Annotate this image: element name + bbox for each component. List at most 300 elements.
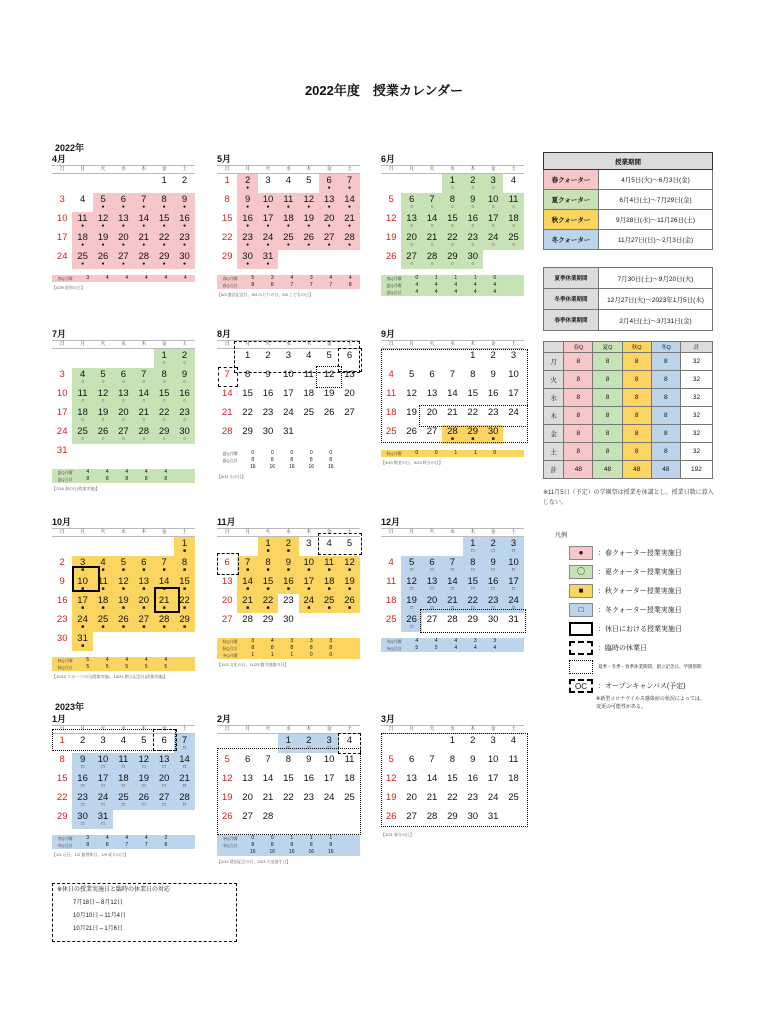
class-day-mark-icon: ○	[162, 360, 166, 366]
month-summary	[52, 835, 195, 849]
day-cell	[258, 810, 278, 829]
day-number: 19	[385, 792, 397, 803]
day-cell	[503, 575, 523, 594]
day-number: 19	[385, 232, 397, 243]
summary-value: 8	[164, 842, 168, 848]
class-day-mark-icon: ○	[142, 436, 146, 442]
day-number: 14	[262, 773, 274, 784]
day-cell	[442, 406, 462, 425]
day-number: 21	[242, 595, 253, 606]
day-cell	[422, 810, 442, 829]
day-number: 11	[283, 194, 294, 205]
summary-value: 4	[473, 289, 477, 295]
day-number: 12	[303, 194, 315, 205]
weekday-header: 金	[319, 340, 339, 349]
class-day-mark-icon: ■	[81, 567, 85, 573]
class-day-mark-icon: ■	[327, 586, 331, 592]
day-number: 22	[467, 407, 479, 418]
day-number: 27	[118, 426, 129, 437]
weekday-header: 木	[134, 340, 154, 349]
day-number: 4	[79, 194, 86, 205]
weekday-header: 土	[339, 528, 359, 537]
day-number: 13	[221, 576, 233, 587]
day-number: 10	[487, 754, 499, 765]
day-number: 10	[56, 213, 68, 224]
empty-cell	[134, 349, 154, 368]
day-cell	[319, 387, 339, 406]
day-number: 30	[262, 426, 274, 437]
summary-row	[52, 469, 195, 476]
day-cell	[217, 231, 237, 250]
class-day-mark-icon: ○	[430, 204, 434, 210]
day-cell	[442, 734, 462, 753]
day-cell	[422, 212, 442, 231]
day-cell	[174, 425, 194, 444]
month-august	[217, 328, 360, 480]
summary-value: 4	[164, 275, 168, 281]
day-number: 10	[262, 194, 274, 205]
month-october	[52, 516, 195, 680]
class-day-mark-icon: ●	[327, 242, 331, 248]
day-cell	[113, 556, 133, 575]
day-number: 17	[508, 388, 519, 399]
day-cell	[319, 734, 339, 753]
month-holiday-note: 【11/3 文化の日、11/23 勤労感謝の日】	[217, 662, 289, 667]
weekday-header: 土	[503, 340, 523, 349]
day-cell	[113, 212, 133, 231]
day-number: 17	[487, 213, 499, 224]
day-number: 14	[447, 388, 458, 399]
legend-swatch-icon	[569, 641, 593, 655]
summary-value: 4	[125, 835, 129, 841]
weekday-table-cell: 48	[651, 461, 680, 479]
day-cell	[113, 250, 133, 269]
day-number: 31	[77, 633, 88, 644]
day-number: 25	[283, 232, 294, 243]
day-cell	[503, 791, 523, 810]
period-name: 春クォーター	[544, 170, 599, 190]
day-cell	[154, 387, 174, 406]
day-number: 22	[221, 232, 233, 243]
summary-value: 4	[144, 275, 148, 281]
class-day-mark-icon: □	[81, 821, 85, 827]
day-cell	[483, 613, 503, 632]
weekday-table-cell: 8	[564, 443, 593, 461]
day-cell	[299, 734, 319, 753]
summary-value: 0	[415, 450, 419, 456]
summary-value	[341, 645, 361, 652]
summary-value: 秋Q月曜	[386, 451, 402, 456]
day-number: 12	[323, 369, 335, 380]
summary-value: 4	[105, 835, 109, 841]
class-day-mark-icon: □	[430, 586, 434, 592]
class-day-mark-icon: ○	[101, 417, 105, 423]
empty-cell	[381, 734, 401, 753]
day-cell	[258, 425, 278, 444]
day-cell	[258, 368, 278, 387]
day-cell	[278, 734, 298, 753]
class-day-mark-icon: □	[183, 783, 187, 789]
day-number: 22	[447, 792, 458, 803]
day-cell	[278, 174, 298, 193]
summary-value: 0	[270, 450, 274, 456]
day-cell	[52, 772, 72, 791]
day-number: 22	[179, 595, 190, 606]
summary-value: 冬Q月曜	[386, 639, 402, 644]
day-number: 14	[447, 576, 458, 587]
month-label: 6月	[381, 154, 396, 164]
day-number: 18	[344, 773, 355, 784]
day-cell	[339, 387, 359, 406]
day-cell	[113, 193, 133, 212]
summary-value: 8	[105, 842, 109, 848]
month-holiday-note: 【7/18 海の日(授業実施)】	[52, 486, 100, 491]
day-cell	[463, 425, 483, 444]
weekday-table-cell: 8	[622, 425, 651, 443]
day-number: 3	[100, 735, 106, 746]
day-number: 21	[426, 792, 438, 803]
weekday-header: 火	[93, 528, 113, 537]
class-day-mark-icon: ●	[307, 223, 311, 229]
class-day-mark-icon: ○	[512, 204, 516, 210]
day-number: 16	[56, 595, 68, 606]
weekday-table-cell: 32	[680, 425, 712, 443]
month-holiday-note: 【9/19 敬老の日、9/23 秋分の日】	[381, 460, 443, 465]
day-cell	[278, 575, 298, 594]
day-number: 26	[385, 811, 397, 822]
day-cell	[442, 810, 462, 829]
day-number: 29	[242, 426, 253, 437]
day-number: 2	[181, 350, 188, 361]
day-cell	[237, 753, 257, 772]
empty-cell	[401, 734, 421, 753]
day-number: 10	[77, 576, 88, 587]
weekday-table-cell: 8	[593, 371, 622, 389]
day-cell	[401, 231, 421, 250]
summary-value	[176, 835, 196, 842]
day-cell	[258, 537, 278, 556]
summary-row	[52, 657, 195, 664]
day-number: 23	[262, 407, 274, 418]
legend-text: ：休日における授業実施日	[598, 625, 682, 633]
day-number: 2	[490, 350, 496, 361]
day-cell	[503, 174, 523, 193]
day-cell	[113, 753, 133, 772]
day-number: 10	[97, 754, 109, 765]
summary-value: 1	[454, 275, 458, 281]
day-number: 9	[59, 576, 65, 587]
weekday-header: 金	[483, 528, 503, 537]
summary-row	[217, 275, 360, 282]
day-number: 21	[221, 407, 233, 418]
weekday-header: 木	[463, 528, 483, 537]
vacation-value: 7月30日(土)～9月20日(火)	[599, 268, 713, 289]
summary-value: 冬Q合計	[57, 843, 73, 848]
summary-value: 3	[270, 275, 274, 281]
day-cell	[483, 772, 503, 791]
day-cell	[278, 613, 298, 632]
class-day-mark-icon: ●	[183, 242, 187, 248]
weekday-header: 木	[299, 725, 319, 734]
day-cell	[52, 444, 72, 463]
weekday-table-cell: 8	[622, 371, 651, 389]
class-day-mark-icon: ○	[410, 261, 414, 267]
day-cell	[381, 250, 401, 269]
day-cell	[503, 537, 523, 556]
day-number: 3	[59, 369, 65, 380]
legend-swatch-icon: ■	[569, 584, 593, 598]
weekday-header: 木	[299, 340, 319, 349]
day-cell	[422, 387, 442, 406]
day-cell	[72, 556, 92, 575]
day-number: 9	[490, 557, 496, 568]
empty-cell	[93, 537, 113, 556]
empty-cell	[401, 349, 421, 368]
day-cell	[52, 594, 72, 613]
weekday-header: 日	[217, 340, 237, 349]
day-number: 24	[56, 251, 68, 262]
day-cell	[237, 791, 257, 810]
summary-value	[176, 476, 196, 483]
month-grid	[52, 725, 195, 829]
summary-value: 4	[493, 289, 497, 295]
day-number: 1	[470, 538, 476, 549]
weekday-header: 土	[339, 165, 359, 174]
class-day-mark-icon: □	[101, 783, 105, 789]
class-day-mark-icon: ○	[162, 398, 166, 404]
day-number: 31	[262, 251, 274, 262]
day-number: 24	[97, 792, 109, 803]
summary-value: 8	[290, 842, 294, 848]
day-number: 23	[56, 614, 68, 625]
summary-value: 4	[125, 469, 129, 475]
empty-cell	[217, 734, 237, 753]
day-cell	[401, 594, 421, 613]
day-cell	[339, 368, 359, 387]
summary-value	[505, 289, 525, 296]
day-cell	[134, 387, 154, 406]
day-cell	[401, 772, 421, 791]
day-number: 9	[306, 754, 312, 765]
day-number: 19	[97, 232, 109, 243]
day-number: 11	[386, 388, 397, 399]
period-value: 11月27日(日)～2月3日(金)	[599, 230, 713, 250]
day-number: 20	[344, 388, 355, 399]
day-number: 6	[429, 557, 435, 568]
day-cell	[258, 387, 278, 406]
class-day-mark-icon: □	[491, 567, 495, 573]
day-cell	[401, 791, 421, 810]
day-cell	[463, 556, 483, 575]
class-day-mark-icon: ●	[162, 223, 166, 229]
weekday-header: 水	[113, 340, 133, 349]
summary-value	[505, 638, 525, 645]
day-cell	[483, 212, 503, 231]
day-cell	[463, 349, 483, 368]
summary-row	[381, 638, 524, 645]
empty-cell	[72, 537, 92, 556]
day-cell	[319, 594, 339, 613]
legend-text: ：春クォーター授業実施日	[598, 549, 682, 557]
day-cell	[258, 212, 278, 231]
day-cell	[93, 212, 113, 231]
day-cell	[503, 368, 523, 387]
day-cell	[422, 368, 442, 387]
day-number: 4	[306, 350, 312, 361]
class-day-mark-icon: ■	[81, 643, 85, 649]
weekday-header: 月	[401, 725, 421, 734]
day-number: 30	[467, 811, 479, 822]
day-number: 8	[59, 754, 65, 765]
day-cell	[422, 753, 442, 772]
day-cell	[52, 250, 72, 269]
day-number: 14	[138, 213, 150, 224]
day-cell	[258, 406, 278, 425]
day-cell	[278, 406, 298, 425]
day-cell	[217, 594, 237, 613]
day-number: 14	[138, 388, 150, 399]
empty-cell	[154, 537, 174, 556]
day-number: 7	[265, 754, 271, 765]
legend-swatch-icon: □	[569, 603, 593, 617]
legend-swatch-icon: ●	[569, 546, 593, 560]
weekday-header: 水	[442, 528, 462, 537]
class-day-mark-icon: ○	[121, 436, 125, 442]
day-cell	[237, 349, 257, 368]
class-day-mark-icon: □	[81, 802, 85, 808]
class-day-mark-icon: ●	[183, 204, 187, 210]
day-number: 16	[487, 388, 499, 399]
day-number: 12	[221, 773, 233, 784]
legend-swatch-icon: 〇	[569, 565, 593, 579]
summary-value: 3	[86, 835, 90, 841]
day-cell	[93, 231, 113, 250]
day-cell	[258, 349, 278, 368]
day-number: 20	[406, 232, 417, 243]
month-summary	[52, 469, 195, 483]
summary-value: 3	[86, 275, 90, 281]
day-cell	[52, 810, 72, 829]
class-day-mark-icon: □	[491, 548, 495, 554]
day-cell	[503, 594, 523, 613]
day-cell	[278, 387, 298, 406]
class-day-mark-icon: ○	[471, 242, 475, 248]
day-cell	[72, 212, 92, 231]
weekday-header: 水	[442, 165, 462, 174]
day-number: 19	[97, 407, 109, 418]
day-number: 5	[141, 735, 147, 746]
day-cell	[154, 594, 174, 613]
month-summary	[381, 450, 524, 457]
summary-value: 7	[290, 282, 294, 288]
empty-cell	[237, 537, 257, 556]
empty-cell	[134, 537, 154, 556]
summary-value: 1	[473, 275, 477, 281]
summary-value: 5	[164, 664, 168, 670]
day-cell	[52, 368, 72, 387]
day-cell	[483, 349, 503, 368]
day-cell	[442, 556, 462, 575]
summary-value: 5	[144, 664, 148, 670]
class-day-mark-icon: ●	[142, 261, 146, 267]
day-cell	[72, 193, 92, 212]
summary-row	[217, 450, 360, 457]
day-number: 20	[426, 407, 438, 418]
class-day-mark-icon: ●	[121, 223, 125, 229]
day-number: 28	[447, 426, 458, 437]
summary-row	[217, 842, 360, 849]
class-day-mark-icon: □	[183, 764, 187, 770]
class-day-mark-icon: ●	[101, 261, 105, 267]
class-day-mark-icon: ●	[266, 223, 270, 229]
summary-row	[217, 457, 360, 464]
day-cell	[442, 174, 462, 193]
day-cell	[503, 349, 523, 368]
weekday-header: 金	[154, 165, 174, 174]
weekday-header: 水	[113, 165, 133, 174]
month-may	[217, 153, 360, 298]
legend-item	[555, 543, 755, 562]
day-number: 2	[285, 538, 292, 549]
class-day-mark-icon: □	[450, 586, 454, 592]
day-cell	[52, 613, 72, 632]
day-number: 25	[385, 426, 397, 437]
summary-value: 8	[86, 842, 90, 848]
day-number: 6	[120, 194, 127, 205]
day-number: 8	[224, 194, 230, 205]
day-number: 16	[467, 773, 479, 784]
day-number: 14	[179, 754, 190, 765]
day-number: 2	[181, 175, 188, 186]
vacation-name: 冬季休業期間	[544, 289, 599, 310]
weekday-header: 土	[503, 528, 523, 537]
class-day-mark-icon: ■	[266, 605, 270, 611]
day-number: 9	[181, 194, 188, 205]
day-number: 8	[161, 194, 167, 205]
weekday-count-table	[543, 341, 713, 479]
weekday-header: 水	[442, 340, 462, 349]
day-number: 4	[100, 557, 106, 568]
weekday-header: 月	[72, 725, 92, 734]
day-number: 29	[221, 251, 233, 262]
summary-value: 冬Q合計	[386, 646, 402, 651]
day-number: 2	[470, 175, 476, 186]
class-day-mark-icon: ○	[450, 204, 454, 210]
day-number: 23	[242, 232, 253, 243]
day-cell	[483, 575, 503, 594]
day-number: 7	[429, 194, 435, 205]
summary-value	[341, 450, 361, 457]
day-cell	[174, 791, 194, 810]
summary-row	[217, 652, 360, 659]
class-day-mark-icon: ■	[491, 436, 495, 442]
class-day-mark-icon: ■	[162, 605, 166, 611]
day-cell	[52, 387, 72, 406]
day-number: 28	[179, 792, 190, 803]
day-number: 8	[285, 754, 292, 765]
day-number: 10	[323, 754, 335, 765]
day-cell	[278, 349, 298, 368]
weekday-header: 土	[503, 725, 523, 734]
day-cell	[154, 556, 174, 575]
summary-value: 3	[473, 638, 477, 644]
day-number: 1	[161, 350, 167, 361]
weekday-table-cell: 32	[680, 443, 712, 461]
summary-value: 0	[493, 450, 497, 456]
day-cell	[93, 734, 113, 753]
day-number: 18	[385, 595, 397, 606]
class-day-mark-icon: ○	[491, 185, 495, 191]
